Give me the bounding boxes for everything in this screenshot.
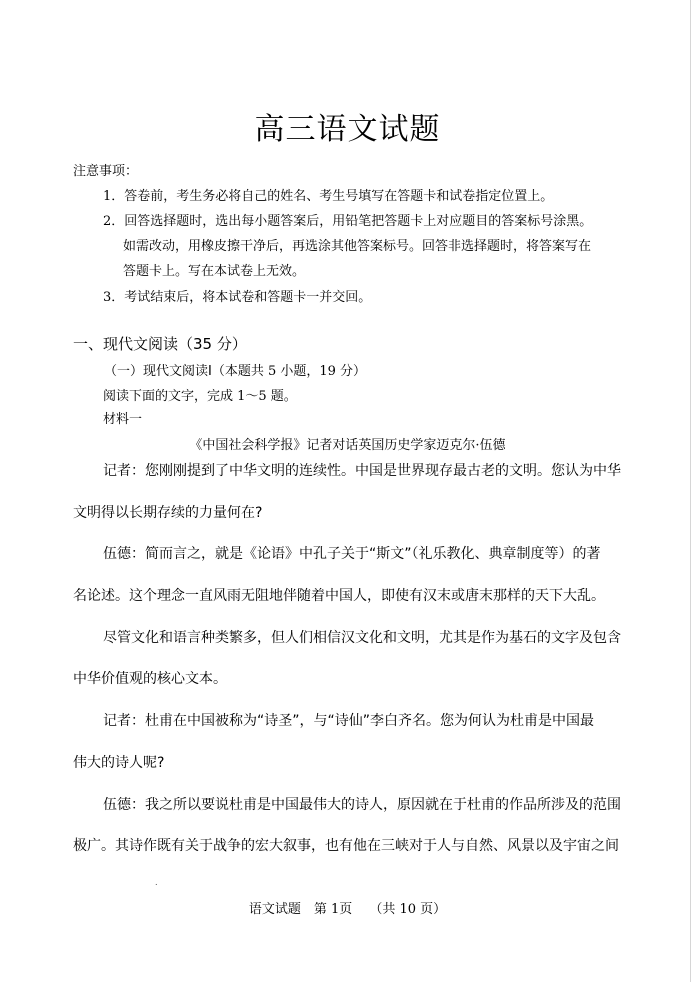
notice-item-2-line-2: 如需改动，用橡皮擦干净后，再选涂其他答案标号。回答非选择题时，将答案写在 [123, 239, 592, 254]
material-title: 《中国社会科学报》记者对话英国历史学家迈克尔·伍德 [189, 438, 506, 453]
notice-item-3: 3．考试结束后，将本试卷和答题卡一并交回。 [103, 290, 372, 305]
notice-heading: 注意事项： [73, 164, 139, 179]
paragraph-line: 记者：杜甫在中国被称为“诗圣”，与“诗仙”李白齐名。您为何认为杜甫是中国最 [103, 713, 595, 729]
section-heading: 一、现代文阅读（35 分） [73, 335, 247, 353]
paragraph-line: 伟大的诗人呢? [73, 755, 165, 771]
paragraph-line: 名论述。这个理念一直风雨无阻地伴随着中国人，即使有汉末或唐末那样的天下大乱。 [73, 588, 605, 604]
notice-item-1: 1．答卷前，考生务必将自己的姓名、考生号填写在答题卡和试卷指定位置上。 [103, 189, 554, 204]
material-label: 材料一 [103, 412, 143, 427]
reading-instruction: 阅读下面的文字，完成 1～5 题。 [103, 389, 297, 404]
paragraph-line: 伍德：简而言之，就是《论语》中孔子关于“斯文”（礼乐教化、典章制度等）的著 [103, 546, 601, 562]
notice-item-2-line-3: 答题卡上。写在本试卷上无效。 [123, 264, 306, 279]
paragraph-line: 伍德：我之所以要说杜甫是中国最伟大的诗人，原因就在于杜甫的作品所涉及的范围 [103, 797, 621, 813]
sub-heading-note: （本题共 5 小题，19 分） [211, 364, 367, 379]
notice-item-2-line-1: 2．回答选择题时，选出每小题答案后，用铅笔把答题卡上对应题目的答案标号涂黑。 [103, 214, 593, 229]
exam-title: 高三语文试题 [254, 112, 441, 147]
page-footer: 语文试题 第 1页 （共 10 页） [248, 902, 447, 917]
paragraph-line: 文明得以长期存续的力量何在? [73, 505, 263, 521]
sub-section-heading [104, 360, 366, 379]
paragraph-line: 极广。其诗作既有关于战争的宏大叙事，也有他在三峡对于人与自然、风景以及宇宙之间 [73, 838, 619, 854]
stray-dot-mark: . [155, 878, 158, 887]
paragraph-line: 尽管文化和语言种类繁多，但人们相信汉文化和文明，尤其是作为基石的文字及包含 [103, 630, 621, 646]
paragraph-line: 中华价值观的核心文本。 [73, 671, 227, 687]
sub-heading-title: （一）现代文阅读Ⅰ [104, 364, 212, 379]
paragraph-line: 记者：您刚刚提到了中华文明的连续性。中国是世界现存最古老的文明。您认为中华 [103, 463, 621, 479]
